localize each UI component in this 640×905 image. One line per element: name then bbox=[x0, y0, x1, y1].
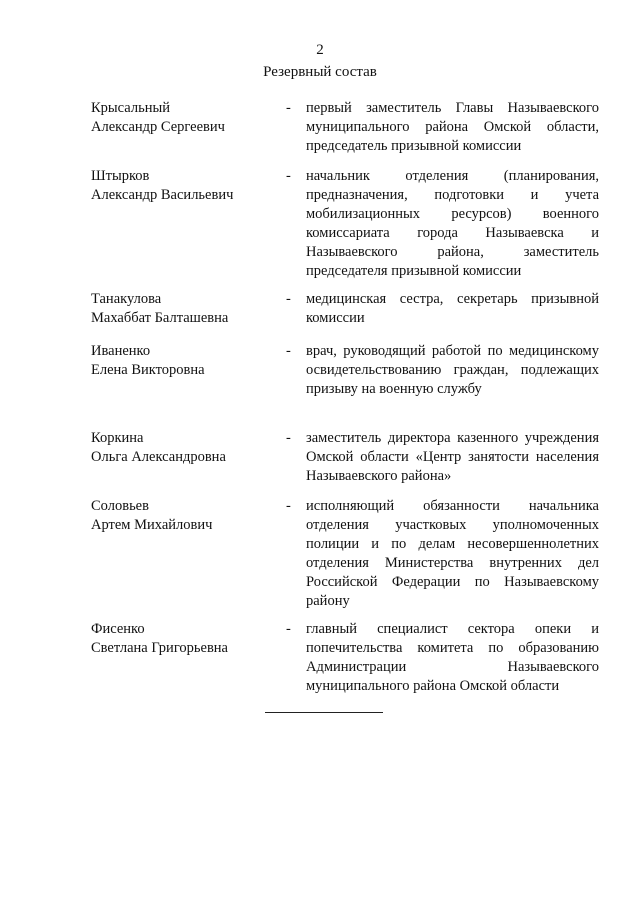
member-dash: - bbox=[286, 291, 291, 307]
member-dash: - bbox=[286, 100, 291, 116]
member-given-names: Светлана Григорьевна bbox=[91, 640, 228, 656]
member-name bbox=[91, 429, 271, 467]
member-given-names: Артем Михайлович bbox=[91, 517, 213, 533]
member-surname: Соловьев bbox=[91, 498, 149, 514]
member-given-names: Махаббат Балташевна bbox=[91, 310, 229, 326]
member-surname: Танакулова bbox=[91, 291, 162, 307]
member-surname: Фисенко bbox=[91, 621, 145, 637]
member-role: первый заместитель Главы Называевского муниципального района Омской области, председатель призывной комиссии bbox=[306, 100, 599, 154]
member-role: исполняющий обязанности начальника отделения участковых уполномоченных полиции и по делам несовершеннолетних отделения Министерства внутренних дел Российской Федерации по Называевскому району bbox=[306, 498, 599, 609]
member-dash: - bbox=[286, 621, 291, 637]
member-role: врач, руководящий работой по медицинскому освидетельствованию граждан, подлежащих призыву на военную службу bbox=[306, 343, 599, 397]
member-surname: Иваненко bbox=[91, 343, 151, 359]
member-dash: - bbox=[286, 343, 291, 359]
member-dash: - bbox=[286, 498, 291, 514]
member-dash: - bbox=[286, 430, 291, 446]
member-given-names: Ольга Александровна bbox=[91, 449, 226, 465]
member-given-names: Александр Сергеевич bbox=[91, 119, 225, 135]
member-role: медицинская сестра, секретарь призывной комиссии bbox=[306, 291, 599, 326]
section-title: Резервный состав bbox=[263, 64, 377, 80]
member-role: главный специалист сектора опеки и попечительства комитета по образованию Администрации Называевского муниципального района Омской области bbox=[306, 621, 599, 694]
end-rule bbox=[265, 712, 383, 713]
member-role: начальник отделения (планирования, предназначения, подготовки и учета мобилизационных ресурсов) военного комиссариата города Называевска и Называевского района, заместитель председателя призывной комиссии bbox=[306, 168, 599, 279]
member-given-names: Елена Викторовна bbox=[91, 362, 205, 378]
member-name bbox=[91, 620, 271, 658]
member-name bbox=[91, 290, 271, 328]
member-name bbox=[91, 342, 271, 380]
member-dash: - bbox=[286, 168, 291, 184]
member-surname: Коркина bbox=[91, 430, 144, 446]
member-surname: Штырков bbox=[91, 168, 150, 184]
member-role: заместитель директора казенного учреждения Омской области «Центр занятости населения Называевского района» bbox=[306, 430, 599, 484]
member-name bbox=[91, 167, 271, 205]
member-given-names: Александр Васильевич bbox=[91, 187, 234, 203]
member-surname: Крысальный bbox=[91, 100, 170, 116]
member-name bbox=[91, 99, 271, 137]
member-name bbox=[91, 497, 271, 535]
page-number: 2 bbox=[316, 42, 324, 58]
